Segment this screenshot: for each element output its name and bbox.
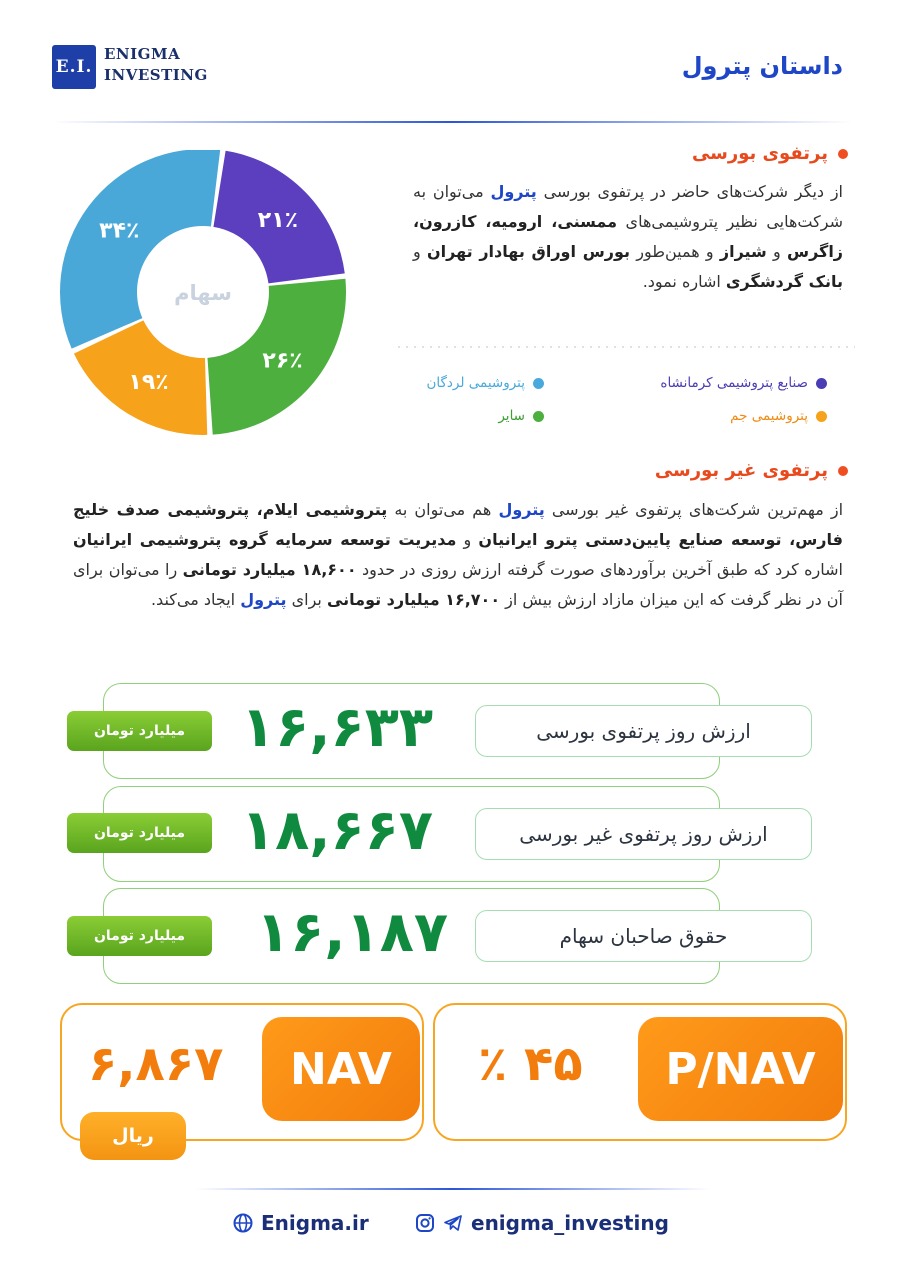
header-divider [52,121,852,123]
nav-value: ۶,۸۶۷ [88,1036,224,1092]
paragraph-text: از مهم‌ترین شرکت‌های پرتفوی غیر بورسی [544,500,844,519]
donut-slice-label: ۱۹٪ [128,370,169,396]
nav-badge: NAV [262,1017,420,1121]
bullet-dot-icon [838,149,848,159]
portfolio-donut-chart [55,150,365,450]
paragraph-text: از دیگر شرکت‌های حاضر در پرتفوی بورسی [536,182,844,201]
highlight-text: بانک گردشگری [725,272,843,291]
paragraph-text: و [456,530,479,549]
footer-website[interactable] [233,1211,369,1235]
legend-item-jam [730,408,827,424]
legend-label: سایر [498,408,525,424]
paragraph-text: و همین‌طور [630,242,720,261]
website-text: Enigma.ir [261,1211,369,1235]
legend-item-kermanshah [660,375,827,391]
telegram-icon [443,1213,463,1233]
paragraph-text: و [413,242,427,261]
paragraph-text: می‌توان به شرکت‌هایی نظیر پتروشیمی‌های [413,182,843,231]
highlight-text: پترول [490,182,537,201]
legend-dot-icon [533,411,544,422]
listed-portfolio-paragraph [413,177,843,297]
donut-slice-label: ۳۴٪ [99,218,140,244]
donut-slice-label: ۲۶٪ [262,348,303,374]
bullet-dot-icon [838,466,848,476]
legend-dot-icon [533,378,544,389]
highlight-text: ممسنی، ارومیه، کازرون، زاگرس [413,212,844,261]
section-title-text: پرتفوی بورسی [691,143,828,164]
instagram-icon [415,1213,435,1233]
highlight-text: ۱۶,۷۰۰ میلیارد تومانی [326,590,501,609]
globe-icon [233,1213,253,1233]
dotted-separator [395,346,855,348]
paragraph-text: اشاره نمود. [642,272,726,291]
paragraph-text: را می‌توان برای آن در نظر گرفت که این میزان مازاد ارزش بیش از [73,560,843,609]
donut-slice [60,150,220,349]
legend-label: پتروشیمی جم [730,408,808,424]
paragraph-text: ایجاد می‌کند. [150,590,241,609]
rial-unit-pill: ریال [80,1112,186,1160]
highlight-text: مدیریت توسعه سرمایه گروه پتروشیمی ایرانیان [73,530,457,549]
highlight-text: پتروشیمی ایلام، پتروشیمی صدف خلیج فارس، توسعه صنایع پایین‌دستی پترو ایرانیان [73,500,844,549]
pnav-value: ۴۵ ٪ [478,1036,583,1092]
unit-pill: میلیارد تومان [67,813,212,853]
section-title-text: پرتفوی غیر بورسی [654,460,828,481]
unlisted-portfolio-paragraph [73,495,843,615]
highlight-text: پترول [498,500,545,519]
social-handle-text: enigma_investing [471,1211,669,1235]
row-label-listed-value: ارزش روز پرتفوی بورسی [475,705,812,757]
legend-label: صنایع پتروشیمی کرمانشاه [660,375,808,391]
unit-pill: میلیارد تومان [67,711,212,751]
row-label-equity: حقوق صاحبان سهام [475,910,812,962]
unit-pill: میلیارد تومان [67,916,212,956]
paragraph-text: برای [286,590,327,609]
legend-label: پتروشیمی لردگان [426,375,525,391]
footer-social[interactable] [415,1211,669,1235]
section-title-listed-portfolio [692,143,848,164]
paragraph-text: اشاره کرد که طبق آخرین برآوردهای صورت گرفته ارزش روزی در حدود [356,560,843,579]
brand-logo-mark: E.I. [52,45,96,89]
donut-slice-label: ۲۱٪ [257,208,299,234]
row-value-unlisted-value: ۱۸,۶۶۷ [240,798,434,863]
highlight-text: بورس اوراق بهادار تهران [426,242,631,261]
highlight-text: ۱۸,۶۰۰ میلیارد تومانی [182,560,357,579]
footer-divider [195,1188,710,1190]
legend-item-other [498,408,544,424]
brand-name-line2: INVESTING [104,66,208,84]
row-value-listed-value: ۱۶,۶۳۳ [240,695,434,760]
donut-center-label: سهام [174,281,232,305]
page-title: داستان پترول [681,52,843,80]
paragraph-text: و [766,242,787,261]
brand-name [104,44,208,86]
row-value-equity: ۱۶,۱۸۷ [255,900,449,965]
brand-name-line1: ENIGMA [104,45,181,63]
highlight-text: شیراز [719,242,767,261]
highlight-text: پترول [240,590,287,609]
row-label-unlisted-value: ارزش روز پرتفوی غیر بورسی [475,808,812,860]
legend-item-lordegan [426,375,544,391]
legend-dot-icon [816,378,827,389]
legend-dot-icon [816,411,827,422]
pnav-badge: P/NAV [638,1017,843,1121]
paragraph-text: هم می‌توان به [387,500,499,519]
section-title-unlisted-portfolio [655,460,848,481]
